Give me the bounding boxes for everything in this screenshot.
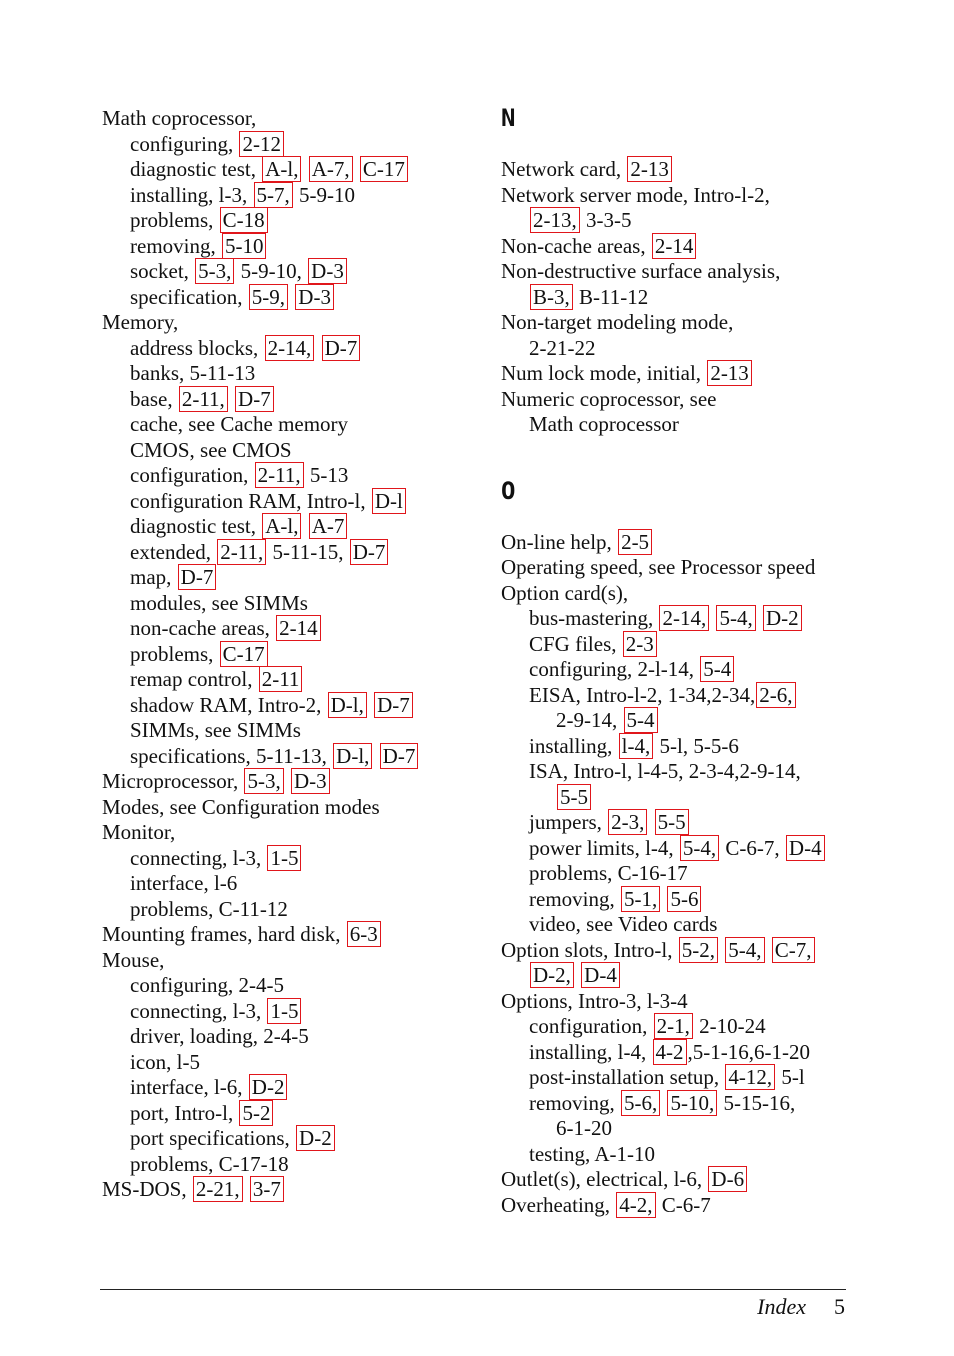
index-entry [501, 310, 861, 336]
index-entry [102, 795, 462, 821]
index-subentry [102, 183, 462, 209]
entry-text: Numeric coprocessor, see [501, 386, 717, 411]
entry-text: specification, [130, 284, 248, 309]
entry-text: configuration, [529, 1014, 653, 1038]
index-subentry [501, 683, 861, 709]
entry-text: 6-1-20 [556, 1116, 612, 1140]
entry-text: Memory, [102, 310, 179, 334]
entry-text: socket, [130, 259, 195, 283]
index-entry [102, 310, 462, 336]
entry-text [719, 938, 724, 962]
entry-text: Network server mode, Intro-l-2, [501, 182, 770, 207]
page-reference-link[interactable]: 2-11, [255, 462, 304, 488]
index-subentry [501, 912, 861, 938]
entry-text: address blocks, [130, 335, 264, 360]
page-reference-link[interactable]: 5-4, [716, 605, 755, 631]
page-reference-link[interactable]: D-7 [322, 335, 361, 361]
index-subentry [102, 616, 462, 642]
index-subentry [501, 785, 861, 811]
entry-text: installing, [529, 733, 618, 758]
entry-text: problems, C-17-18 [130, 1151, 289, 1176]
page-reference-link[interactable]: 5-3, [244, 768, 283, 794]
page-reference-link[interactable]: 5-4, [725, 937, 764, 963]
index-subentry [102, 361, 462, 387]
page-reference-link[interactable]: 5-5 [557, 784, 591, 810]
entry-text [302, 157, 307, 181]
entry-text: Non-destructive surface analysis, [501, 259, 781, 283]
page-reference-link[interactable]: 3-7 [250, 1176, 284, 1202]
page-reference-link[interactable]: 2-3 [623, 631, 657, 657]
index-entry [501, 157, 861, 183]
index-subentry [102, 463, 462, 489]
page-reference-link[interactable]: 1-5 [267, 845, 301, 871]
page-reference-link[interactable]: 2-13, [530, 207, 580, 233]
entry-text: SIMMs, see SIMMs [130, 718, 301, 742]
entry-text: bus-mastering, [529, 606, 659, 630]
page-reference-link[interactable]: D-2 [763, 605, 802, 631]
index-subentry [501, 336, 861, 362]
index-subentry [501, 734, 861, 760]
page-reference-link[interactable]: D-4 [581, 962, 620, 988]
page-reference-link[interactable]: D-7 [374, 692, 413, 718]
entry-text: removing, [529, 886, 620, 911]
index-subentry [102, 234, 462, 260]
index-subentry [501, 1116, 861, 1142]
page-reference-link[interactable]: C-18 [220, 207, 268, 233]
entry-text [661, 887, 666, 911]
index-subentry [102, 744, 462, 770]
page-reference-link[interactable]: 2-1, [654, 1013, 693, 1039]
entry-text: extended, [130, 539, 217, 564]
page-reference-link[interactable]: 2-11, [217, 539, 266, 565]
index-subentry [102, 999, 462, 1025]
entry-text: modules, see SIMMs [130, 590, 308, 615]
index-subentry [102, 846, 462, 872]
entry-text: icon, l-5 [130, 1049, 200, 1074]
entry-text: 5-15-16, [718, 1090, 796, 1115]
index-entry [501, 581, 861, 607]
entry-text: connecting, l-3, [130, 998, 267, 1023]
page-reference-link[interactable]: D-6 [708, 1166, 747, 1192]
page-reference-link[interactable]: 5-9, [249, 284, 288, 310]
entry-text [354, 157, 359, 181]
entry-text: Non-cache areas, [501, 233, 651, 258]
entry-text: Mouse, [102, 947, 165, 972]
page-reference-link[interactable]: D-7 [235, 386, 274, 412]
index-subentry [102, 897, 462, 923]
index-subentry [102, 1024, 462, 1050]
page-reference-link[interactable]: 5-10, [667, 1090, 717, 1116]
page-reference-link[interactable]: 4-2, [616, 1192, 655, 1218]
entry-text: 3-3-5 [580, 208, 632, 232]
entry-text: 2-10-24 [693, 1014, 766, 1038]
entry-text: 5-13 [304, 463, 349, 487]
spacer [501, 438, 861, 479]
page-reference-link[interactable]: 5-10 [222, 233, 267, 259]
entry-text: CMOS, see CMOS [130, 437, 292, 462]
entry-text [575, 963, 580, 987]
entry-text: 5-11-15, [267, 539, 349, 564]
index-subentry [501, 708, 861, 734]
page-reference-link[interactable]: D-3 [295, 284, 334, 310]
entry-text: Num lock mode, initial, [501, 361, 707, 385]
index-subentry [102, 693, 462, 719]
page-reference-link[interactable]: D-7 [380, 743, 419, 769]
entry-text: C-6-7 [656, 1192, 711, 1217]
index-subentry [501, 208, 861, 234]
index-subentry [102, 489, 462, 515]
index-entry [501, 259, 861, 285]
index-entry [501, 1193, 861, 1219]
entry-text: diagnostic test, [130, 157, 262, 181]
entry-text [648, 810, 653, 834]
entry-text: ,5-1-16,6-1-20 [687, 1039, 810, 1064]
entry-text: installing, l-4, [529, 1039, 652, 1064]
page-reference-link[interactable]: 5-4 [624, 707, 658, 733]
entry-text: testing, A-1-10 [529, 1141, 655, 1166]
page-reference-link[interactable]: A-l, [262, 513, 301, 539]
index-subentry [501, 632, 861, 658]
footer-rule [100, 1289, 846, 1290]
entry-text: CFG files, [529, 631, 622, 656]
entry-text [373, 744, 378, 768]
index-entry [501, 183, 861, 209]
index-entry [102, 948, 462, 974]
entry-text: jumpers, [529, 810, 608, 834]
index-entry [501, 387, 861, 413]
page-reference-link[interactable]: 5-4 [700, 656, 734, 682]
index-subentry [102, 1152, 462, 1178]
entry-text [766, 938, 771, 962]
page-reference-link[interactable]: D-7 [178, 564, 217, 590]
page-footer [757, 1294, 845, 1320]
page-reference-link[interactable]: 5-3, [195, 258, 234, 284]
page-reference-link[interactable]: 2-14, [659, 605, 709, 631]
page-reference-link[interactable]: 2-14 [652, 233, 697, 259]
entry-text: removing, [130, 233, 221, 258]
page-reference-link[interactable]: 6-3 [347, 921, 381, 947]
index-entry [102, 769, 462, 795]
page-reference-link[interactable]: 5-2 [239, 1100, 273, 1126]
page-reference-link[interactable]: D-3 [291, 768, 330, 794]
entry-text: Math coprocessor [529, 412, 679, 436]
page-number: 5 [834, 1294, 845, 1319]
page-reference-link[interactable]: 2-14 [276, 615, 321, 641]
index-subentry [501, 657, 861, 683]
index-entry [102, 820, 462, 846]
entry-text: diagnostic test, [130, 514, 262, 538]
index-subentry [102, 565, 462, 591]
page-reference-link[interactable]: 2-11 [259, 666, 303, 692]
page-reference-link[interactable]: D-l [372, 488, 406, 514]
page-reference-link[interactable]: A-l, [262, 156, 301, 182]
page-reference-link[interactable]: 2-13 [707, 360, 752, 386]
entry-text: map, [130, 565, 177, 589]
entry-text: Math coprocessor, [102, 106, 257, 130]
index-entry [102, 1177, 462, 1203]
page-reference-link[interactable]: 2-6, [756, 682, 795, 708]
index-column-left [102, 106, 462, 1203]
index-subentry [102, 438, 462, 464]
entry-text [285, 769, 290, 793]
index-subentry [501, 1040, 861, 1066]
index-subentry [102, 540, 462, 566]
index-column-right [501, 106, 861, 1218]
index-subentry [102, 591, 462, 617]
index-subentry [102, 514, 462, 540]
entry-text: 5-l [776, 1065, 805, 1089]
page-reference-link[interactable]: A-7, [309, 156, 353, 182]
entry-text [315, 336, 320, 360]
page-reference-link[interactable]: D-4 [786, 835, 825, 861]
index-subentry [102, 871, 462, 897]
entry-text: problems, [130, 641, 219, 666]
entry-text: 2-21-22 [529, 335, 596, 360]
entry-text: configuring, 2-l-14, [529, 657, 700, 681]
index-subentry [102, 667, 462, 693]
index-subentry [501, 1142, 861, 1168]
entry-text: 5-9-10 [293, 182, 355, 207]
footer-label: Index [757, 1294, 806, 1319]
entry-text: base, [130, 386, 178, 411]
index-entry [501, 938, 861, 964]
entry-text: Option card(s), [501, 580, 629, 605]
index-subentry [102, 387, 462, 413]
page-reference-link[interactable]: D-l, [333, 743, 372, 769]
entry-text: Modes, see Configuration modes [102, 794, 380, 819]
entry-text: specifications, 5-11-13, [130, 743, 333, 768]
entry-text: Option slots, Intro-l, [501, 937, 678, 962]
entry-text: problems, [130, 208, 219, 232]
page-reference-link[interactable]: 2-5 [618, 529, 652, 555]
page-reference-link[interactable]: D-l, [328, 692, 367, 718]
entry-text: video, see Video cards [529, 912, 718, 936]
index-subentry [102, 157, 462, 183]
page-reference-link[interactable]: D-7 [350, 539, 389, 565]
entry-text: banks, 5-11-13 [130, 361, 256, 385]
entry-text: post-installation setup, [529, 1065, 725, 1089]
index-subentry [501, 810, 861, 836]
spacer [501, 504, 861, 530]
entry-text: problems, C-16-17 [529, 861, 688, 885]
page-reference-link[interactable]: 1-5 [267, 998, 301, 1024]
entry-text [368, 693, 373, 717]
page-reference-link[interactable]: 5-7, [254, 182, 293, 208]
entry-text: EISA, Intro-l-2, 1-34,2-34, [529, 682, 756, 707]
page-reference-link[interactable]: 2-11, [179, 386, 228, 412]
entry-text: On-line help, [501, 529, 618, 554]
index-subentry [102, 1050, 462, 1076]
entry-text: Overheating, [501, 1192, 616, 1217]
index-subentry [102, 973, 462, 999]
page-reference-link[interactable]: 5-2, [679, 937, 718, 963]
page-reference-link[interactable]: 2-21, [193, 1176, 243, 1202]
page-reference-link[interactable]: 5-6, [621, 1090, 660, 1116]
index-subentry [102, 259, 462, 285]
index-subentry [102, 1075, 462, 1101]
page-reference-link[interactable]: 2-3, [608, 809, 647, 835]
entry-text: Network card, [501, 157, 627, 181]
entry-text: B-11-12 [573, 284, 649, 309]
section-letter: O [501, 476, 516, 505]
page-reference-link[interactable]: 5-4, [680, 835, 719, 861]
entry-text: configuration, [130, 463, 254, 487]
index-subentry [501, 1014, 861, 1040]
index-entry [102, 922, 462, 948]
entry-text: cache, see Cache memory [130, 412, 349, 436]
index-subentry [501, 861, 861, 887]
index-subentry [501, 836, 861, 862]
entry-text: 2-9-14, [556, 708, 623, 732]
page-reference-link[interactable]: l-4, [619, 733, 654, 759]
index-subentry [102, 642, 462, 668]
entry-text: connecting, l-3, [130, 845, 267, 870]
entry-text: installing, l-3, [130, 182, 253, 207]
page-reference-link[interactable]: 5-1, [621, 886, 660, 912]
entry-text: interface, l-6 [130, 871, 238, 895]
entry-text: MS-DOS, [102, 1177, 192, 1201]
entry-text: ISA, Intro-l, l-4-5, 2-3-4,2-9-14, [529, 759, 801, 783]
entry-text: Mounting frames, hard disk, [102, 922, 346, 946]
index-entry [501, 555, 861, 581]
page-reference-link[interactable]: D-2 [249, 1074, 288, 1100]
index-subentry [501, 887, 861, 913]
index-entry [501, 234, 861, 260]
entry-text: Operating speed, see Processor speed [501, 555, 816, 579]
index-entry [102, 106, 462, 132]
page-reference-link[interactable]: 5-6 [667, 886, 701, 912]
index-subentry [501, 1091, 861, 1117]
page-reference-link[interactable]: B-3, [530, 284, 573, 310]
page-reference-link[interactable]: D-3 [308, 258, 347, 284]
entry-text: Outlet(s), electrical, l-6, [501, 1167, 708, 1191]
index-subentry [102, 412, 462, 438]
page-reference-link[interactable]: C-17 [360, 156, 408, 182]
entry-text: interface, l-6, [130, 1075, 248, 1099]
entry-text: Microprocessor, [102, 769, 244, 793]
page-reference-link[interactable]: C-17 [220, 641, 268, 667]
entry-text [289, 285, 294, 309]
index-entry [501, 530, 861, 556]
index-subentry [501, 412, 861, 438]
entry-text: problems, C-11-12 [130, 896, 288, 921]
entry-text: 5-9-10, [235, 259, 308, 283]
index-subentry [501, 963, 861, 989]
page-reference-link[interactable]: 4-2 [653, 1039, 687, 1065]
page-reference-link[interactable]: A-7 [309, 513, 348, 539]
spacer [501, 132, 861, 158]
index-subentry [102, 208, 462, 234]
entry-text: power limits, l-4, [529, 835, 679, 860]
entry-text: C-6-7, [720, 835, 785, 860]
page-reference-link[interactable]: 5-5 [655, 809, 689, 835]
entry-text: 5-l, 5-5-6 [654, 733, 739, 758]
entry-text: configuring, 2-4-5 [130, 973, 284, 997]
entry-text: Monitor, [102, 820, 176, 844]
section-letter: N [501, 104, 516, 132]
index-subentry [102, 1101, 462, 1127]
page-reference-link[interactable]: C-7, [772, 937, 815, 963]
entry-text: Non-target modeling mode, [501, 310, 734, 334]
page-reference-link[interactable]: 4-12, [725, 1064, 775, 1090]
entry-text: remap control, [130, 667, 258, 691]
index-subentry [501, 285, 861, 311]
entry-text: configuring, [130, 131, 239, 156]
entry-text: port specifications, [130, 1126, 296, 1150]
entry-text [229, 387, 234, 411]
page-reference-link[interactable]: 2-14, [265, 335, 315, 361]
index-subentry [102, 336, 462, 362]
index-subentry [102, 132, 462, 158]
index-subentry [501, 606, 861, 632]
index-entry [501, 989, 861, 1015]
index-entry [501, 361, 861, 387]
page-reference-link[interactable]: D-2, [530, 962, 574, 988]
entry-text [302, 514, 307, 538]
page-reference-link[interactable]: D-2 [296, 1125, 335, 1151]
index-subentry [102, 285, 462, 311]
page-reference-link[interactable]: 2-12 [239, 131, 284, 157]
entry-text: port, Intro-l, [130, 1100, 239, 1125]
index-subentry [501, 759, 861, 785]
index-entry [501, 1167, 861, 1193]
index-subentry [102, 718, 462, 744]
index-subentry [102, 1126, 462, 1152]
entry-text [757, 606, 762, 630]
entry-text: configuration RAM, Intro-l, [130, 488, 371, 513]
entry-text [661, 1091, 666, 1115]
entry-text: Options, Intro-3, l-3-4 [501, 988, 688, 1013]
page-reference-link[interactable]: 2-13 [627, 156, 672, 182]
entry-text: driver, loading, 2-4-5 [130, 1024, 309, 1048]
entry-text [244, 1177, 249, 1201]
entry-text: shadow RAM, Intro-2, [130, 692, 327, 717]
entry-text [710, 606, 715, 630]
entry-text: non-cache areas, [130, 616, 276, 640]
entry-text: removing, [529, 1090, 620, 1115]
index-subentry [501, 1065, 861, 1091]
